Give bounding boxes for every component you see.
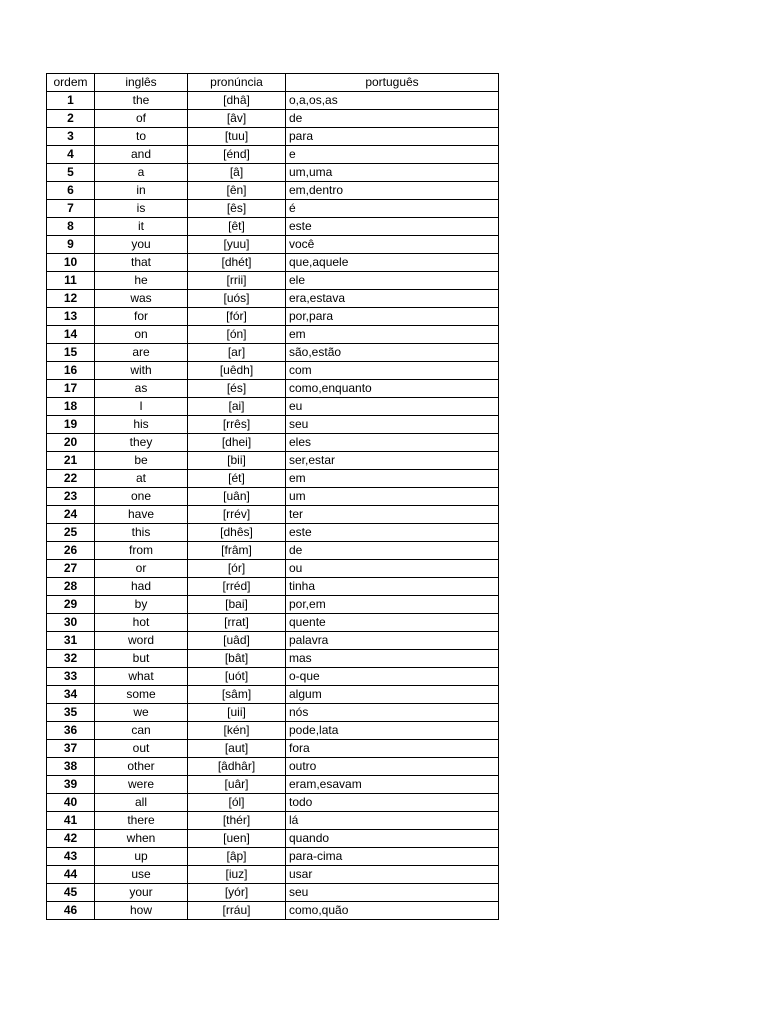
cell-ingles: by [95,596,188,614]
cell-ingles: is [95,200,188,218]
cell-ingles: I [95,398,188,416]
cell-ordem: 10 [47,254,95,272]
cell-ingles: were [95,776,188,794]
cell-ingles: have [95,506,188,524]
cell-pronuncia: [bii] [188,452,286,470]
cell-pronuncia: [uâr] [188,776,286,794]
cell-pronuncia: [dhâ] [188,92,286,110]
cell-pronuncia: [êt] [188,218,286,236]
cell-portugues: tinha [286,578,499,596]
table-row [47,812,499,830]
table-row [47,344,499,362]
cell-ordem: 25 [47,524,95,542]
cell-portugues: como,quão [286,902,499,920]
cell-ordem: 32 [47,650,95,668]
cell-ordem: 20 [47,434,95,452]
cell-ordem: 45 [47,884,95,902]
cell-pronuncia: [rrév] [188,506,286,524]
cell-pronuncia: [rrês] [188,416,286,434]
cell-ingles: his [95,416,188,434]
cell-ingles: hot [95,614,188,632]
cell-ordem: 3 [47,128,95,146]
table-row [47,290,499,308]
table-row [47,632,499,650]
cell-ingles: at [95,470,188,488]
cell-ingles: he [95,272,188,290]
table-row [47,272,499,290]
cell-portugues: você [286,236,499,254]
cell-ingles: for [95,308,188,326]
cell-portugues: para-cima [286,848,499,866]
cell-ordem: 11 [47,272,95,290]
cell-pronuncia: [fór] [188,308,286,326]
cell-portugues: o-que [286,668,499,686]
table-row [47,398,499,416]
cell-pronuncia: [tuu] [188,128,286,146]
cell-ordem: 41 [47,812,95,830]
table-row [47,200,499,218]
table-row [47,236,499,254]
cell-ordem: 19 [47,416,95,434]
cell-ordem: 18 [47,398,95,416]
header-pronuncia: pronúncia [188,74,286,92]
cell-pronuncia: [thér] [188,812,286,830]
cell-pronuncia: [yuu] [188,236,286,254]
cell-pronuncia: [kén] [188,722,286,740]
cell-portugues: ele [286,272,499,290]
cell-portugues: quente [286,614,499,632]
table-row [47,488,499,506]
cell-ordem: 12 [47,290,95,308]
cell-ingles: with [95,362,188,380]
cell-ordem: 38 [47,758,95,776]
header-ordem: ordem [47,74,95,92]
cell-ordem: 39 [47,776,95,794]
table-row [47,740,499,758]
cell-portugues: de [286,542,499,560]
cell-ordem: 15 [47,344,95,362]
table-row [47,146,499,164]
cell-pronuncia: [iuz] [188,866,286,884]
cell-ingles: had [95,578,188,596]
cell-ordem: 22 [47,470,95,488]
cell-ordem: 27 [47,560,95,578]
table-row [47,452,499,470]
table-row [47,722,499,740]
cell-pronuncia: [dhês] [188,524,286,542]
cell-portugues: em [286,470,499,488]
cell-portugues: eu [286,398,499,416]
cell-ingles: and [95,146,188,164]
cell-ordem: 2 [47,110,95,128]
table-row [47,218,499,236]
cell-ordem: 14 [47,326,95,344]
cell-pronuncia: [és] [188,380,286,398]
cell-ordem: 8 [47,218,95,236]
cell-ordem: 46 [47,902,95,920]
cell-pronuncia: [rráu] [188,902,286,920]
cell-ordem: 7 [47,200,95,218]
cell-portugues: em,dentro [286,182,499,200]
cell-portugues: lá [286,812,499,830]
table-row [47,542,499,560]
cell-portugues: são,estão [286,344,499,362]
table-row [47,326,499,344]
table-row [47,560,499,578]
cell-ordem: 28 [47,578,95,596]
cell-ingles: but [95,650,188,668]
table-row [47,506,499,524]
table-row [47,254,499,272]
cell-ordem: 34 [47,686,95,704]
cell-ordem: 16 [47,362,95,380]
cell-ingles: be [95,452,188,470]
cell-ordem: 1 [47,92,95,110]
table-row [47,110,499,128]
cell-portugues: usar [286,866,499,884]
cell-portugues: outro [286,758,499,776]
cell-pronuncia: [rrat] [188,614,286,632]
cell-pronuncia: [frâm] [188,542,286,560]
cell-ordem: 29 [47,596,95,614]
table-row [47,164,499,182]
table-row [47,308,499,326]
cell-ordem: 17 [47,380,95,398]
cell-ingles: it [95,218,188,236]
table-row [47,686,499,704]
cell-pronuncia: [uós] [188,290,286,308]
cell-pronuncia: [ês] [188,200,286,218]
cell-portugues: como,enquanto [286,380,499,398]
cell-ordem: 21 [47,452,95,470]
cell-ordem: 4 [47,146,95,164]
vocabulary-sheet [46,73,499,920]
cell-ingles: how [95,902,188,920]
cell-ingles: of [95,110,188,128]
cell-ordem: 6 [47,182,95,200]
cell-portugues: mas [286,650,499,668]
cell-ingles: the [95,92,188,110]
cell-portugues: por,para [286,308,499,326]
table-row [47,92,499,110]
cell-ordem: 40 [47,794,95,812]
header-ingles: inglês [95,74,188,92]
cell-portugues: ser,estar [286,452,499,470]
cell-portugues: um,uma [286,164,499,182]
cell-ordem: 26 [47,542,95,560]
cell-ordem: 5 [47,164,95,182]
table-row [47,830,499,848]
cell-pronuncia: [dhei] [188,434,286,452]
cell-pronuncia: [ét] [188,470,286,488]
cell-ingles: they [95,434,188,452]
header-portugues: português [286,74,499,92]
cell-ingles: a [95,164,188,182]
cell-pronuncia: [uêdh] [188,362,286,380]
cell-ordem: 13 [47,308,95,326]
cell-portugues: nós [286,704,499,722]
table-row [47,902,499,920]
cell-ingles: was [95,290,188,308]
cell-portugues: de [286,110,499,128]
cell-ordem: 42 [47,830,95,848]
cell-ingles: that [95,254,188,272]
cell-ingles: or [95,560,188,578]
cell-ingles: as [95,380,188,398]
cell-pronuncia: [rréd] [188,578,286,596]
cell-portugues: um [286,488,499,506]
cell-ingles: some [95,686,188,704]
cell-ingles: use [95,866,188,884]
vocabulary-table [46,73,499,920]
table-row [47,182,499,200]
cell-ingles: to [95,128,188,146]
cell-pronuncia: [ór] [188,560,286,578]
cell-portugues: que,aquele [286,254,499,272]
cell-portugues: o,a,os,as [286,92,499,110]
cell-pronuncia: [ai] [188,398,286,416]
table-row [47,380,499,398]
cell-ingles: all [95,794,188,812]
table-row [47,128,499,146]
cell-portugues: todo [286,794,499,812]
cell-pronuncia: [ón] [188,326,286,344]
cell-portugues: em [286,326,499,344]
cell-ordem: 44 [47,866,95,884]
cell-ingles: up [95,848,188,866]
cell-ingles: you [95,236,188,254]
cell-portugues: ou [286,560,499,578]
cell-ingles: are [95,344,188,362]
cell-portugues: palavra [286,632,499,650]
cell-ingles: one [95,488,188,506]
cell-portugues: para [286,128,499,146]
cell-ordem: 24 [47,506,95,524]
cell-ordem: 31 [47,632,95,650]
table-row [47,614,499,632]
cell-portugues: este [286,218,499,236]
cell-ingles: in [95,182,188,200]
cell-pronuncia: [âdhâr] [188,758,286,776]
table-row [47,776,499,794]
table-row [47,848,499,866]
cell-portugues: seu [286,884,499,902]
cell-pronuncia: [yór] [188,884,286,902]
cell-ingles: can [95,722,188,740]
cell-ingles: out [95,740,188,758]
cell-ingles: we [95,704,188,722]
cell-portugues: ter [286,506,499,524]
cell-portugues: eram,esavam [286,776,499,794]
cell-pronuncia: [dhét] [188,254,286,272]
cell-portugues: este [286,524,499,542]
cell-portugues: era,estava [286,290,499,308]
table-row [47,470,499,488]
cell-pronuncia: [sâm] [188,686,286,704]
cell-pronuncia: [âp] [188,848,286,866]
table-row [47,668,499,686]
cell-ingles: other [95,758,188,776]
cell-ingles: from [95,542,188,560]
cell-portugues: eles [286,434,499,452]
cell-pronuncia: [rrii] [188,272,286,290]
table-row [47,434,499,452]
table-row [47,416,499,434]
cell-pronuncia: [ar] [188,344,286,362]
header-row [47,74,499,92]
cell-pronuncia: [ên] [188,182,286,200]
cell-pronuncia: [uen] [188,830,286,848]
cell-portugues: pode,lata [286,722,499,740]
cell-ordem: 9 [47,236,95,254]
cell-ingles: on [95,326,188,344]
cell-portugues: seu [286,416,499,434]
cell-ordem: 37 [47,740,95,758]
cell-pronuncia: [ól] [188,794,286,812]
cell-ordem: 43 [47,848,95,866]
cell-portugues: é [286,200,499,218]
cell-pronuncia: [uót] [188,668,286,686]
cell-pronuncia: [aut] [188,740,286,758]
cell-portugues: fora [286,740,499,758]
cell-ordem: 36 [47,722,95,740]
cell-pronuncia: [uii] [188,704,286,722]
cell-portugues: e [286,146,499,164]
cell-ingles: what [95,668,188,686]
cell-ordem: 35 [47,704,95,722]
cell-ingles: when [95,830,188,848]
table-row [47,650,499,668]
table-row [47,866,499,884]
cell-ingles: word [95,632,188,650]
cell-pronuncia: [â] [188,164,286,182]
cell-pronuncia: [uân] [188,488,286,506]
cell-portugues: com [286,362,499,380]
cell-ingles: your [95,884,188,902]
cell-pronuncia: [uâd] [188,632,286,650]
table-row [47,362,499,380]
cell-pronuncia: [énd] [188,146,286,164]
cell-ordem: 23 [47,488,95,506]
cell-ordem: 33 [47,668,95,686]
cell-ingles: this [95,524,188,542]
cell-pronuncia: [bât] [188,650,286,668]
table-row [47,524,499,542]
cell-portugues: por,em [286,596,499,614]
table-row [47,884,499,902]
cell-pronuncia: [âv] [188,110,286,128]
table-row [47,578,499,596]
table-row [47,758,499,776]
cell-ingles: there [95,812,188,830]
cell-ordem: 30 [47,614,95,632]
table-row [47,794,499,812]
table-row [47,596,499,614]
table-row [47,704,499,722]
cell-portugues: algum [286,686,499,704]
cell-pronuncia: [bai] [188,596,286,614]
cell-portugues: quando [286,830,499,848]
